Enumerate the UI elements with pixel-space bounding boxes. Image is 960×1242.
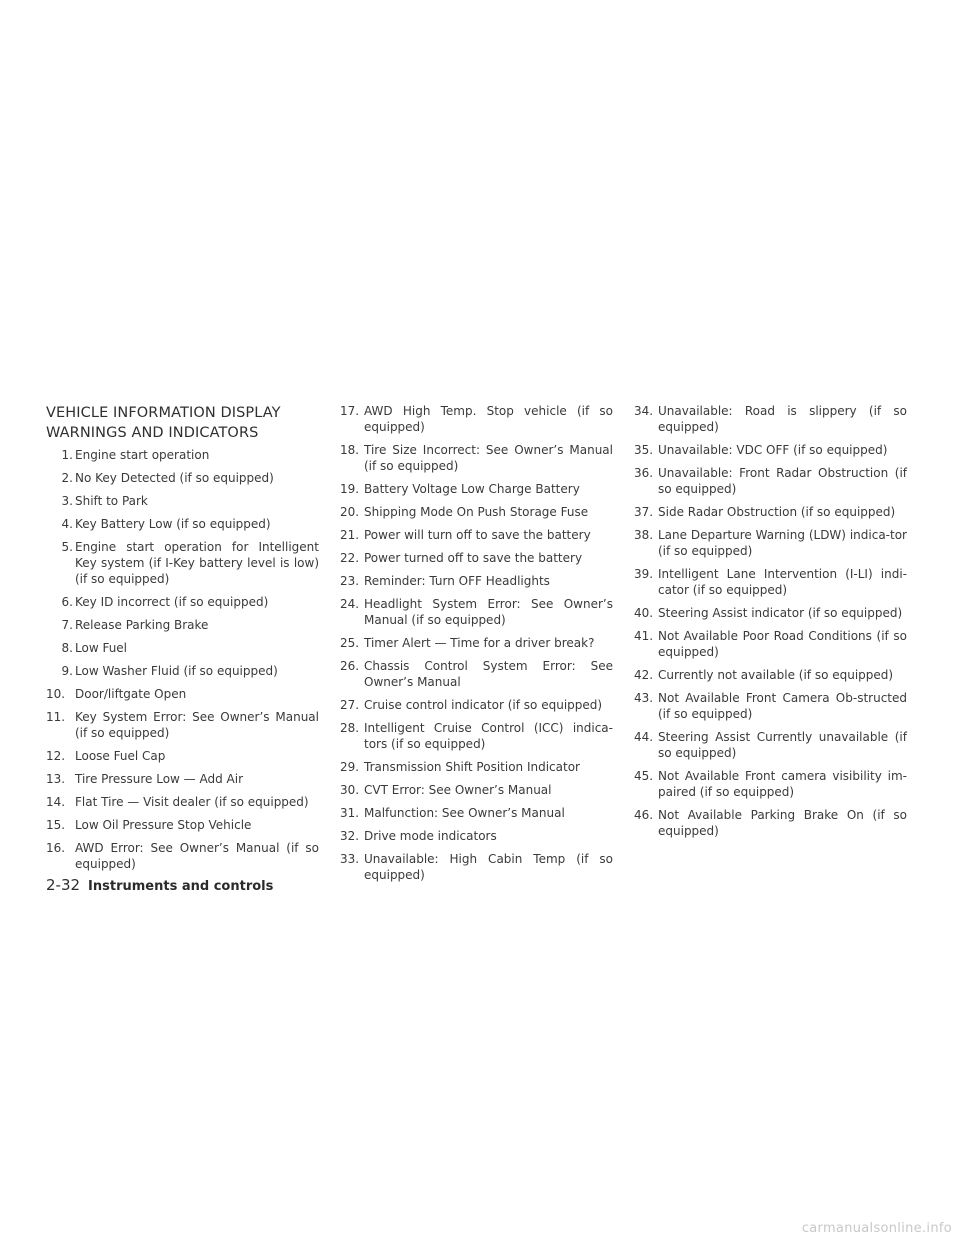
- item-number: 19.: [340, 482, 360, 496]
- item-text: Reminder: Turn OFF Headlights: [364, 574, 550, 588]
- item-number: 7.: [61, 618, 73, 632]
- list-item: [46, 539, 319, 587]
- list-item: [46, 686, 319, 702]
- item-number: 3.: [61, 494, 73, 508]
- item-text: Not Available Front camera visibility im-paired (if so equipped): [658, 769, 907, 799]
- list-item: [634, 403, 907, 435]
- item-number: 43.: [634, 691, 654, 705]
- item-number: 28.: [340, 721, 360, 735]
- item-text: Shipping Mode On Push Storage Fuse: [364, 505, 589, 519]
- item-number: 30.: [340, 783, 360, 797]
- section-title-line-2: WARNINGS AND INDICATORS: [46, 425, 259, 441]
- item-text: Release Parking Brake: [75, 618, 209, 632]
- item-text: Drive mode indicators: [364, 829, 497, 843]
- item-text: Unavailable: High Cabin Temp (if so equipped): [364, 852, 613, 882]
- list-item: [46, 748, 319, 764]
- list-item: [340, 442, 613, 474]
- item-number: 2.: [61, 471, 73, 485]
- item-number: 5.: [61, 540, 73, 554]
- item-number: 8.: [61, 641, 73, 655]
- item-number: 1.: [61, 448, 73, 462]
- list-item: [634, 768, 907, 800]
- item-number: 11.: [46, 710, 66, 724]
- item-number: 29.: [340, 760, 360, 774]
- item-text: Loose Fuel Cap: [75, 749, 166, 763]
- item-number: 24.: [340, 597, 360, 611]
- list-item: [340, 720, 613, 752]
- item-number: 9.: [61, 664, 73, 678]
- item-text: Low Oil Pressure Stop Vehicle: [75, 818, 252, 832]
- chapter-title: Instruments and controls: [88, 879, 274, 894]
- item-number: 37.: [634, 505, 654, 519]
- list-item: [634, 442, 907, 458]
- item-number: 41.: [634, 629, 654, 643]
- item-text: Unavailable: Front Radar Obstruction (if so equipped): [658, 466, 907, 496]
- item-number: 18.: [340, 443, 360, 457]
- list-item: [46, 840, 319, 872]
- item-text: Steering Assist indicator (if so equipped): [658, 606, 903, 620]
- page-footer: [46, 876, 273, 894]
- item-text: Intelligent Cruise Control (ICC) indica-tors (if so equipped): [364, 721, 613, 751]
- item-number: 40.: [634, 606, 654, 620]
- list-item: [46, 447, 319, 463]
- item-text: Power will turn off to save the battery: [364, 528, 591, 542]
- list-item: [46, 493, 319, 509]
- item-text: Flat Tire — Visit dealer (if so equipped): [75, 795, 309, 809]
- column-3: [634, 403, 907, 846]
- list-item: [46, 640, 319, 656]
- item-text: Not Available Front Camera Ob-structed (if so equipped): [658, 691, 907, 721]
- section-title: [46, 403, 319, 443]
- list-item: [340, 596, 613, 628]
- list-item: [340, 759, 613, 775]
- item-text: CVT Error: See Owner’s Manual: [364, 783, 552, 797]
- item-text: No Key Detected (if so equipped): [75, 471, 274, 485]
- item-number: 42.: [634, 668, 654, 682]
- list-item: [634, 566, 907, 598]
- item-number: 26.: [340, 659, 360, 673]
- list-item: [340, 504, 613, 520]
- item-text: Timer Alert — Time for a driver break?: [364, 636, 595, 650]
- warning-list-column-3: [634, 403, 907, 839]
- list-item: [340, 828, 613, 844]
- list-item: [46, 817, 319, 833]
- item-number: 44.: [634, 730, 654, 744]
- item-text: Not Available Parking Brake On (if so equipped): [658, 808, 907, 838]
- column-2: [340, 403, 613, 890]
- item-text: Battery Voltage Low Charge Battery: [364, 482, 580, 496]
- item-text: Key System Error: See Owner’s Manual (if so equipped): [75, 710, 319, 740]
- list-item: [634, 527, 907, 559]
- list-item: [634, 465, 907, 497]
- item-number: 22.: [340, 551, 360, 565]
- item-number: 12.: [46, 749, 66, 763]
- item-number: 16.: [46, 841, 66, 855]
- item-text: Engine start operation for Intelligent Key system (if I-Key battery level is low) (if so equipped): [75, 540, 319, 586]
- item-text: Malfunction: See Owner’s Manual: [364, 806, 565, 820]
- item-number: 20.: [340, 505, 360, 519]
- list-item: [46, 709, 319, 741]
- item-number: 32.: [340, 829, 360, 843]
- list-item: [634, 628, 907, 660]
- column-1: [46, 403, 319, 879]
- item-text: Headlight System Error: See Owner’s Manual (if so equipped): [364, 597, 613, 627]
- list-item: [46, 470, 319, 486]
- item-text: Power turned off to save the battery: [364, 551, 583, 565]
- warning-list-column-1: [46, 447, 319, 872]
- list-item: [340, 851, 613, 883]
- item-number: 39.: [634, 567, 654, 581]
- list-item: [634, 667, 907, 683]
- list-item: [634, 807, 907, 839]
- list-item: [46, 771, 319, 787]
- item-number: 10.: [46, 687, 66, 701]
- item-text: Tire Pressure Low — Add Air: [75, 772, 243, 786]
- item-number: 4.: [61, 517, 73, 531]
- item-text: Not Available Poor Road Conditions (if so equipped): [658, 629, 907, 659]
- item-number: 34.: [634, 404, 654, 418]
- page-number: 2-32: [46, 876, 81, 894]
- item-text: Steering Assist Currently unavailable (if so equipped): [658, 730, 907, 760]
- item-text: Tire Size Incorrect: See Owner’s Manual (if so equipped): [364, 443, 613, 473]
- list-item: [46, 663, 319, 679]
- list-item: [340, 550, 613, 566]
- list-item: [340, 573, 613, 589]
- list-item: [340, 658, 613, 690]
- item-number: 25.: [340, 636, 360, 650]
- item-number: 33.: [340, 852, 360, 866]
- list-item: [634, 729, 907, 761]
- item-text: Low Washer Fluid (if so equipped): [75, 664, 278, 678]
- item-text: AWD Error: See Owner’s Manual (if so equipped): [75, 841, 319, 871]
- list-item: [634, 605, 907, 621]
- item-text: Lane Departure Warning (LDW) indica-tor (if so equipped): [658, 528, 907, 558]
- item-number: 27.: [340, 698, 360, 712]
- item-text: Engine start operation: [75, 448, 210, 462]
- list-item: [46, 516, 319, 532]
- item-text: Intelligent Lane Intervention (I-LI) indi-cator (if so equipped): [658, 567, 907, 597]
- item-text: Key Battery Low (if so equipped): [75, 517, 271, 531]
- watermark: carmanualsonline.info: [801, 1221, 952, 1236]
- item-text: Low Fuel: [75, 641, 128, 655]
- warning-list-column-2: [340, 403, 613, 883]
- list-item: [340, 697, 613, 713]
- list-item: [340, 782, 613, 798]
- list-item: [46, 594, 319, 610]
- item-text: Unavailable: Road is slippery (if so equipped): [658, 404, 907, 434]
- list-item: [634, 690, 907, 722]
- item-text: AWD High Temp. Stop vehicle (if so equipped): [364, 404, 613, 434]
- item-number: 46.: [634, 808, 654, 822]
- list-item: [46, 794, 319, 810]
- list-item: [340, 481, 613, 497]
- list-item: [46, 617, 319, 633]
- item-text: Shift to Park: [75, 494, 148, 508]
- list-item: [340, 527, 613, 543]
- list-item: [340, 805, 613, 821]
- item-text: Chassis Control System Error: See Owner’s Manual: [364, 659, 613, 689]
- item-number: 35.: [634, 443, 654, 457]
- item-number: 31.: [340, 806, 360, 820]
- item-number: 38.: [634, 528, 654, 542]
- item-number: 17.: [340, 404, 360, 418]
- item-number: 14.: [46, 795, 66, 809]
- item-text: Currently not available (if so equipped): [658, 668, 894, 682]
- item-text: Door/liftgate Open: [75, 687, 187, 701]
- item-number: 15.: [46, 818, 66, 832]
- item-text: Key ID incorrect (if so equipped): [75, 595, 269, 609]
- item-number: 45.: [634, 769, 654, 783]
- item-text: Cruise control indicator (if so equipped): [364, 698, 603, 712]
- item-number: 13.: [46, 772, 66, 786]
- item-number: 6.: [61, 595, 73, 609]
- list-item: [634, 504, 907, 520]
- list-item: [340, 403, 613, 435]
- item-number: 36.: [634, 466, 654, 480]
- item-number: 21.: [340, 528, 360, 542]
- item-text: Side Radar Obstruction (if so equipped): [658, 505, 896, 519]
- item-text: Transmission Shift Position Indicator: [364, 760, 580, 774]
- item-text: Unavailable: VDC OFF (if so equipped): [658, 443, 888, 457]
- list-item: [340, 635, 613, 651]
- section-title-line-1: VEHICLE INFORMATION DISPLAY: [46, 405, 281, 421]
- item-number: 23.: [340, 574, 360, 588]
